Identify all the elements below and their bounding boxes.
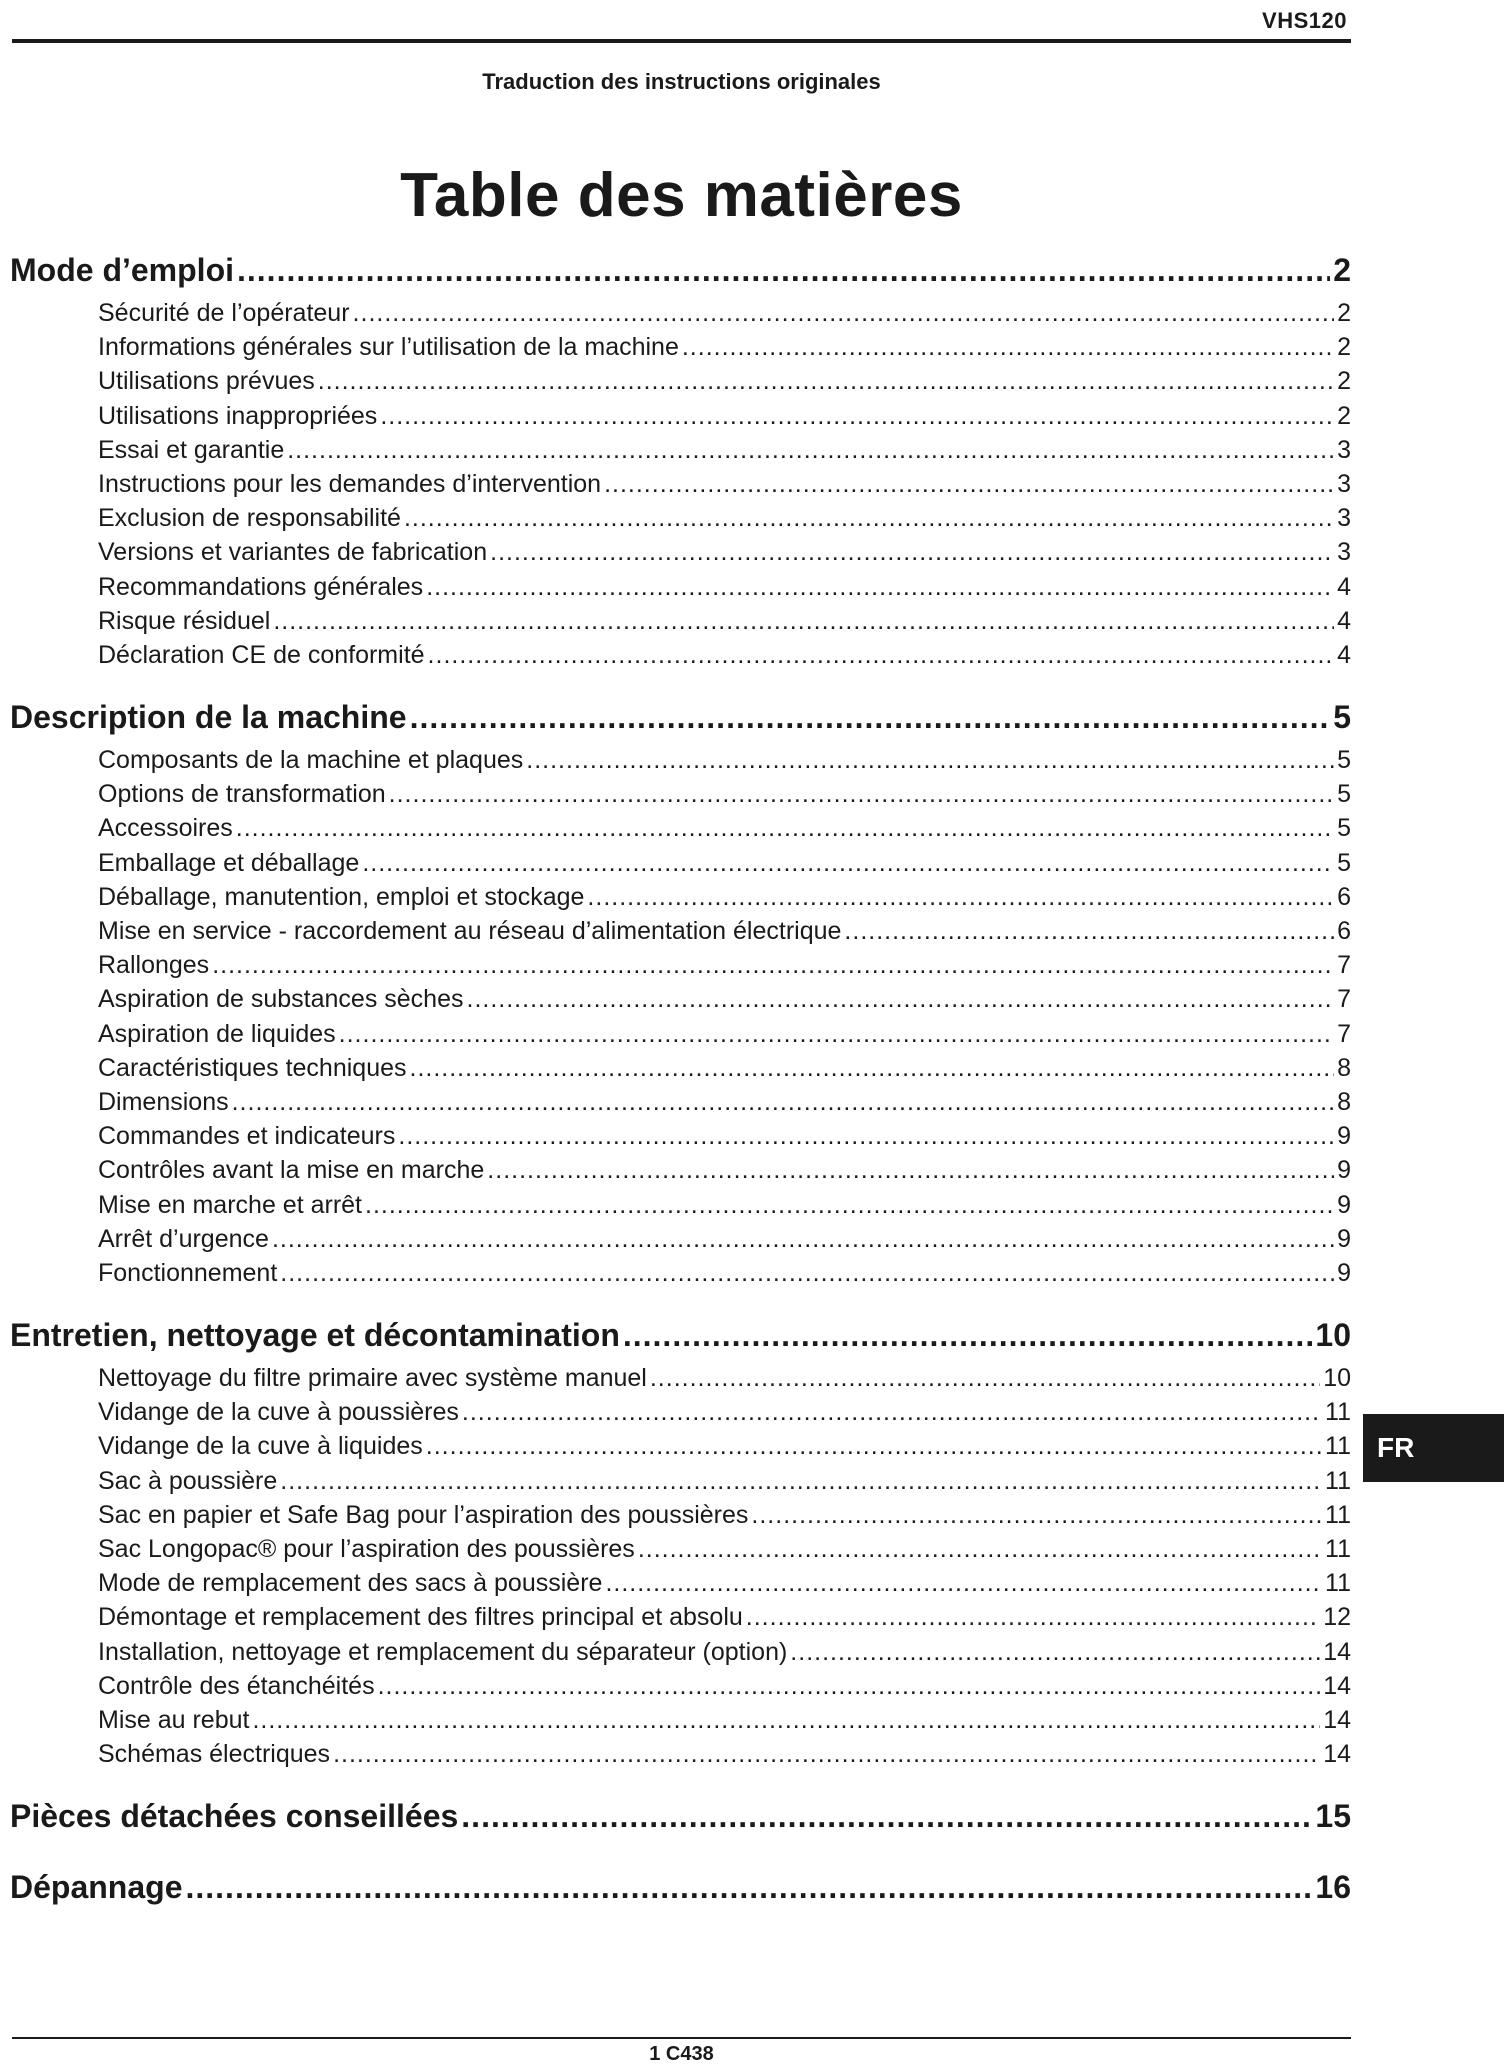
toc-entry[interactable] bbox=[98, 1395, 1351, 1429]
toc-entry-label: Sac à poussière bbox=[98, 1466, 278, 1495]
dot-leader bbox=[212, 948, 1334, 982]
toc-entry[interactable] bbox=[98, 1703, 1351, 1737]
toc-entry-label: Emballage et déballage bbox=[98, 848, 360, 877]
toc-entry[interactable] bbox=[98, 535, 1351, 569]
dot-leader bbox=[426, 570, 1334, 604]
page-title: Table des matières bbox=[400, 161, 963, 230]
toc-entry-page: 3 bbox=[1337, 504, 1351, 533]
toc-entry-label: Versions et variantes de fabrication bbox=[98, 538, 488, 567]
dot-leader bbox=[280, 1464, 1322, 1498]
toc-entry-page: 11 bbox=[1325, 1432, 1351, 1461]
toc-entry-label: Mise au rebut bbox=[98, 1705, 250, 1734]
dot-leader bbox=[682, 330, 1334, 364]
toc-section-title: Dépannage bbox=[10, 1869, 183, 1906]
toc-entry-page: 14 bbox=[1323, 1637, 1351, 1666]
toc-entry[interactable] bbox=[98, 1669, 1351, 1703]
dot-leader bbox=[461, 1790, 1312, 1842]
toc-entry[interactable] bbox=[98, 1153, 1351, 1187]
dot-leader bbox=[428, 638, 1335, 672]
dot-leader bbox=[318, 364, 1334, 398]
toc-entry-page: 6 bbox=[1337, 882, 1351, 911]
toc-entry-label: Aspiration de substances sèches bbox=[98, 985, 464, 1014]
dot-leader bbox=[604, 467, 1334, 501]
toc-entry-page: 4 bbox=[1337, 640, 1351, 669]
toc-entry[interactable] bbox=[98, 880, 1351, 914]
toc-entry[interactable] bbox=[98, 399, 1351, 433]
dot-leader bbox=[751, 1498, 1322, 1532]
toc-entry-page: 8 bbox=[1337, 1087, 1351, 1116]
toc-entry[interactable] bbox=[98, 1119, 1351, 1153]
toc-entry[interactable] bbox=[98, 1222, 1351, 1256]
dot-leader bbox=[426, 1429, 1322, 1463]
dot-leader bbox=[389, 777, 1334, 811]
dot-leader bbox=[467, 982, 1335, 1016]
toc-entry-label: Contrôles avant la mise en marche bbox=[98, 1156, 485, 1185]
toc-entry-label: Vidange de la cuve à poussières bbox=[98, 1398, 459, 1427]
toc-entry-page: 6 bbox=[1337, 917, 1351, 945]
toc-entry[interactable] bbox=[98, 330, 1351, 364]
toc-entry-label: Fonctionnement bbox=[98, 1258, 278, 1287]
toc-entry-page: 5 bbox=[1337, 780, 1351, 809]
toc-entry-page: 11 bbox=[1325, 1500, 1351, 1529]
toc-entry-label: Caractéristiques techniques bbox=[98, 1053, 407, 1082]
toc-entry-page: 2 bbox=[1337, 299, 1351, 327]
toc-entry-page: 7 bbox=[1337, 1019, 1351, 1048]
toc-entry-page: 8 bbox=[1337, 1053, 1351, 1082]
toc-entry[interactable] bbox=[98, 1017, 1351, 1051]
dot-leader bbox=[232, 1085, 1334, 1119]
dot-leader bbox=[378, 1669, 1321, 1703]
toc-entry[interactable] bbox=[98, 1429, 1351, 1463]
toc-entry-label: Démontage et remplacement des filtres principal et absolu bbox=[98, 1603, 743, 1632]
toc-section[interactable] bbox=[10, 691, 1351, 743]
dot-leader bbox=[526, 743, 1334, 777]
toc-entry-label: Dimensions bbox=[98, 1087, 229, 1116]
toc-entry-page: 9 bbox=[1337, 1258, 1351, 1287]
dot-leader bbox=[272, 1222, 1334, 1256]
toc-entry-label: Utilisations prévues bbox=[98, 367, 315, 396]
dot-leader bbox=[587, 880, 1334, 914]
toc-entry[interactable] bbox=[98, 1464, 1351, 1498]
dot-leader bbox=[487, 1153, 1334, 1187]
toc-entry-page: 10 bbox=[1323, 1364, 1351, 1393]
dot-leader bbox=[746, 1600, 1320, 1634]
toc-entry-label: Mode de remplacement des sacs à poussière bbox=[98, 1569, 603, 1598]
toc-entry-label: Sac en papier et Safe Bag pour l’aspiration des poussières bbox=[98, 1500, 749, 1529]
dot-leader bbox=[410, 691, 1331, 743]
toc-entry[interactable] bbox=[98, 948, 1351, 982]
toc-entry-label: Recommandations générales bbox=[98, 572, 424, 601]
dot-leader bbox=[339, 1017, 1334, 1051]
dot-leader bbox=[623, 1309, 1313, 1361]
toc-entry[interactable] bbox=[98, 846, 1351, 880]
dot-leader bbox=[237, 244, 1330, 296]
toc-entry[interactable] bbox=[98, 1188, 1351, 1222]
toc-entry-label: Instructions pour les demandes d’intervention bbox=[98, 469, 602, 498]
toc-entry-page: 4 bbox=[1337, 606, 1351, 635]
toc-section-page: 15 bbox=[1315, 1798, 1351, 1835]
dot-leader bbox=[287, 433, 1334, 467]
dot-leader bbox=[462, 1395, 1322, 1429]
toc-entry-page: 9 bbox=[1337, 1190, 1351, 1219]
toc-entry-label: Déballage, manutention, emploi et stockage bbox=[98, 882, 585, 911]
toc-entry[interactable] bbox=[98, 1361, 1351, 1395]
toc-entry[interactable] bbox=[98, 1566, 1351, 1600]
toc-entry-label: Contrôle des étanchéités bbox=[98, 1671, 375, 1700]
toc-entry-page: 9 bbox=[1337, 1156, 1351, 1185]
toc-entry[interactable] bbox=[98, 604, 1351, 638]
toc-entry-label: Commandes et indicateurs bbox=[98, 1122, 396, 1151]
toc-section-title: Entretien, nettoyage et décontamination bbox=[10, 1317, 620, 1354]
subtitle: Traduction des instructions originales bbox=[482, 69, 881, 94]
toc-entry-page: 14 bbox=[1323, 1740, 1351, 1769]
dot-leader bbox=[410, 1051, 1335, 1085]
toc-entry-page: 11 bbox=[1325, 1535, 1351, 1563]
dot-leader bbox=[790, 1635, 1320, 1669]
toc-entry-page: 5 bbox=[1337, 746, 1351, 775]
toc-entry[interactable] bbox=[98, 982, 1351, 1016]
toc-entry-page: 2 bbox=[1337, 333, 1351, 362]
dot-leader bbox=[236, 811, 1334, 845]
document-code: 1 C438 bbox=[649, 2043, 714, 2065]
toc-entry-page: 7 bbox=[1337, 951, 1351, 980]
toc-section-page: 16 bbox=[1315, 1869, 1351, 1906]
toc-entry-page: 5 bbox=[1337, 814, 1351, 843]
toc-entry[interactable] bbox=[98, 914, 1351, 948]
dot-leader bbox=[404, 501, 1334, 535]
header-rule bbox=[12, 39, 1351, 43]
toc-entry-label: Nettoyage du filtre primaire avec système manuel bbox=[98, 1364, 647, 1393]
dot-leader bbox=[380, 399, 1334, 433]
toc-entry-page: 11 bbox=[1325, 1466, 1351, 1495]
toc-entry-label: Installation, nettoyage et remplacement du séparateur (option) bbox=[98, 1637, 788, 1666]
toc-entry-page: 3 bbox=[1337, 469, 1351, 498]
toc-section-page: 2 bbox=[1333, 252, 1351, 288]
toc-entry[interactable] bbox=[98, 501, 1351, 535]
dot-leader bbox=[605, 1566, 1322, 1600]
dot-leader bbox=[333, 1737, 1320, 1771]
dot-leader bbox=[844, 914, 1334, 948]
toc-entry[interactable] bbox=[98, 1051, 1351, 1085]
toc-entry[interactable] bbox=[98, 777, 1351, 811]
toc-section-page: 10 bbox=[1315, 1317, 1351, 1354]
toc-section-page: 5 bbox=[1333, 699, 1351, 736]
dot-leader bbox=[365, 1188, 1334, 1222]
toc-entry-page: 11 bbox=[1325, 1569, 1351, 1598]
toc-entry-label: Exclusion de responsabilité bbox=[98, 504, 401, 533]
toc-entry-label: Arrêt d’urgence bbox=[98, 1224, 269, 1253]
toc-entry-label: Informations générales sur l’utilisation de la machine bbox=[98, 333, 679, 362]
toc-section[interactable] bbox=[10, 1790, 1351, 1842]
toc-entry[interactable] bbox=[98, 1085, 1351, 1119]
toc-entry-page: 3 bbox=[1337, 435, 1351, 464]
toc-entry[interactable] bbox=[98, 1532, 1351, 1566]
toc-entry-label: Déclaration CE de conformité bbox=[98, 640, 425, 669]
toc-entry-label: Sécurité de l’opérateur bbox=[98, 299, 350, 327]
dot-leader bbox=[490, 535, 1334, 569]
toc-entry-label: Mise en marche et arrêt bbox=[98, 1190, 362, 1219]
toc-entry-label: Vidange de la cuve à liquides bbox=[98, 1432, 423, 1461]
dot-leader bbox=[185, 1861, 1312, 1913]
toc-entry-label: Accessoires bbox=[98, 814, 233, 843]
toc-entry-page: 7 bbox=[1337, 985, 1351, 1014]
toc-entry-label: Schémas électriques bbox=[98, 1740, 331, 1769]
toc-entry[interactable] bbox=[98, 1737, 1351, 1771]
toc-entry[interactable] bbox=[98, 811, 1351, 845]
toc-entry[interactable] bbox=[98, 1256, 1351, 1290]
toc-entry-page: 2 bbox=[1337, 401, 1351, 430]
toc-entry-page: 9 bbox=[1337, 1122, 1351, 1151]
toc-entry[interactable] bbox=[98, 638, 1351, 672]
toc-entry-page: 5 bbox=[1337, 848, 1351, 877]
toc-section[interactable] bbox=[10, 244, 1351, 296]
toc-entry-label: Aspiration de liquides bbox=[98, 1019, 336, 1048]
toc-entry-label: Essai et garantie bbox=[98, 435, 285, 464]
toc-entry-label: Composants de la machine et plaques bbox=[98, 746, 524, 775]
toc-entry-label: Sac Longopac® pour l’aspiration des poussières bbox=[98, 1535, 635, 1563]
dot-leader bbox=[280, 1256, 1334, 1290]
dot-leader bbox=[353, 296, 1335, 330]
toc-entry-label: Mise en service - raccordement au réseau d’alimentation électrique bbox=[98, 917, 842, 945]
toc-entry-label: Utilisations inappropriées bbox=[98, 401, 378, 430]
toc-entry[interactable] bbox=[98, 743, 1351, 777]
dot-leader bbox=[650, 1361, 1320, 1395]
toc-entry-label: Options de transformation bbox=[98, 780, 386, 809]
toc-entry-page: 11 bbox=[1325, 1398, 1351, 1427]
footer-rule bbox=[12, 2037, 1351, 2039]
language-tab: FR bbox=[1363, 1414, 1504, 1482]
toc-section-title: Description de la machine bbox=[10, 699, 407, 736]
table-of-contents bbox=[10, 244, 1351, 1913]
toc-entry[interactable] bbox=[98, 570, 1351, 604]
dot-leader bbox=[252, 1703, 1320, 1737]
toc-entry[interactable] bbox=[98, 364, 1351, 398]
model-label: VHS120 bbox=[1262, 8, 1347, 33]
toc-entry[interactable] bbox=[98, 296, 1351, 330]
toc-entry[interactable] bbox=[98, 467, 1351, 501]
toc-entry-page: 4 bbox=[1337, 572, 1351, 601]
toc-entry-page: 14 bbox=[1323, 1671, 1351, 1700]
toc-entry-page: 9 bbox=[1337, 1224, 1351, 1253]
toc-entry[interactable] bbox=[98, 1498, 1351, 1532]
dot-leader bbox=[398, 1119, 1334, 1153]
toc-entry-label: Rallonges bbox=[98, 951, 210, 980]
toc-section[interactable] bbox=[10, 1309, 1351, 1361]
dot-leader bbox=[273, 604, 1334, 638]
toc-entry[interactable] bbox=[98, 1635, 1351, 1669]
dot-leader bbox=[638, 1532, 1322, 1566]
toc-section[interactable] bbox=[10, 1861, 1351, 1913]
toc-entry-label: Risque résiduel bbox=[98, 606, 271, 635]
toc-entry-page: 12 bbox=[1323, 1603, 1351, 1632]
dot-leader bbox=[362, 846, 1334, 880]
toc-entry[interactable] bbox=[98, 433, 1351, 467]
toc-entry-page: 3 bbox=[1337, 538, 1351, 567]
toc-section-title: Pièces détachées conseillées bbox=[10, 1798, 459, 1835]
toc-entry-page: 2 bbox=[1337, 367, 1351, 396]
toc-section-title: Mode d’emploi bbox=[10, 252, 234, 288]
toc-entry[interactable] bbox=[98, 1600, 1351, 1634]
toc-entry-page: 14 bbox=[1323, 1705, 1351, 1734]
